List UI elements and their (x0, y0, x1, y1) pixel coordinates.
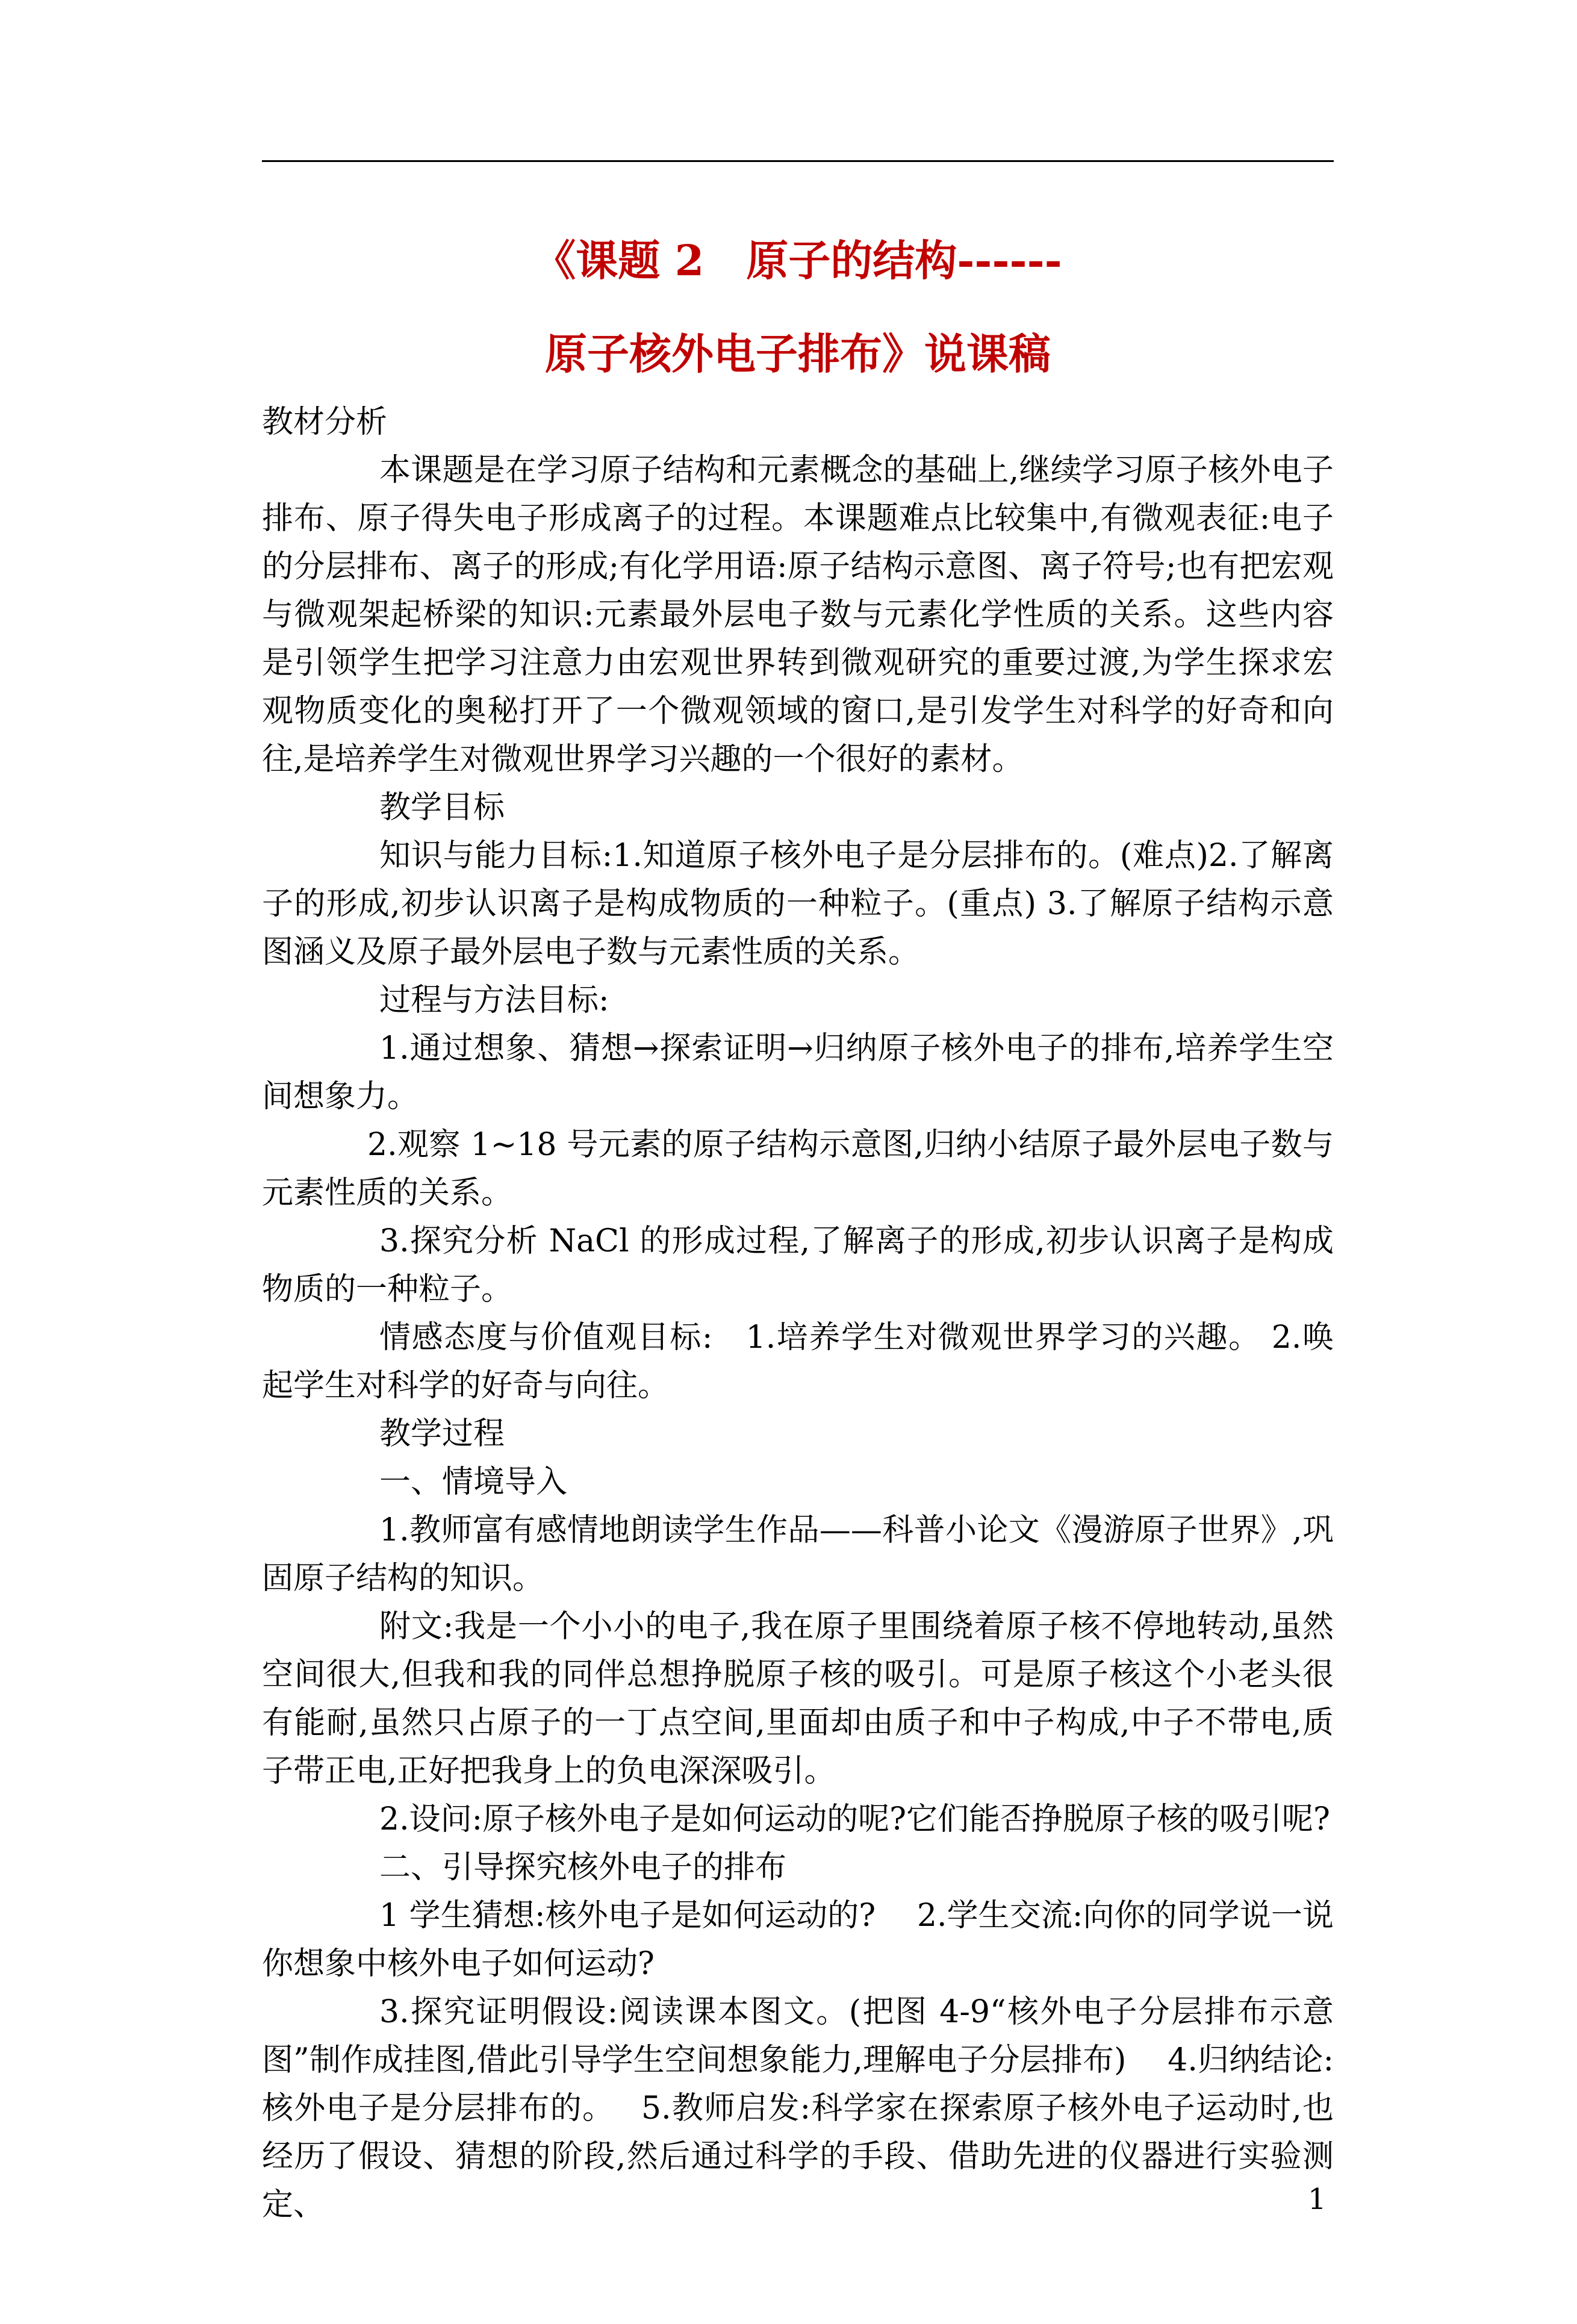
paragraph-knowledge-goals: 知识与能力目标:1.知道原子核外电子是分层排布的。(难点)2.了解离子的形成,初步认识离子是构成物质的一种粒子。(重点) 3.了解原子结构示意图涵义及原子最外层电子数与元素性质的关系。 (262, 838, 1334, 970)
document-title-line-1: 《课题 2 原子的结构------ (533, 235, 1062, 285)
section-heading-teaching-process: 教学过程 (379, 1416, 505, 1452)
subheading-scenario-intro: 一、情境导入 (379, 1464, 568, 1500)
paragraph-process-goal-1: 1.通过想象、猜想→探索证明→归纳原子核外电子的排布,培养学生空间想象力。 (262, 1030, 1334, 1115)
paragraph-process-goals-heading: 过程与方法目标: (379, 982, 609, 1018)
paragraph-intro-2: 2.设问:原子核外电子是如何运动的呢?它们能否挣脱原子核的吸引呢? (379, 1801, 1330, 1837)
document-body (262, 398, 1334, 2229)
paragraph-process-goal-2: 2.观察 1~18 号元素的原子结构示意图,归纳小结原子最外层电子数与元素性质的关系。 (262, 1127, 1334, 1211)
section-heading-textbook-analysis: 教材分析 (262, 404, 388, 440)
paragraph-appendix-text: 附文:我是一个小小的电子,我在原子里围绕着原子核不停地转动,虽然空间很大,但我和我的同伴总想挣脱原子核的吸引。可是原子核这个小老头很有能耐,虽然只占原子的一丁点空间,里面却由质子和中子构成,中子不带电,质子带正电,正好把我身上的负电深深吸引。 (262, 1609, 1334, 1789)
header-rule (262, 160, 1334, 162)
paragraph-textbook-analysis: 本课题是在学习原子结构和元素概念的基础上,继续学习原子核外电子排布、原子得失电子形成离子的过程。本课题难点比较集中,有微观表征:电子的分层排布、离子的形成;有化学用语:原子结构示意图、离子符号;也有把宏观与微观架起桥梁的知识:元素最外层电子数与元素化学性质的关系。这些内容是引领学生把学习注意力由宏观世界转到微观研究的重要过渡,为学生探求宏观物质变化的奥秘打开了一个微观领域的窗口,是引发学生对科学的好奇和向往,是培养学生对微观世界学习兴趣的一个很好的素材。 (262, 452, 1334, 777)
subheading-guided-inquiry: 二、引导探究核外电子的排布 (379, 1849, 787, 1886)
paragraph-process-goal-3: 3.探究分析 NaCl 的形成过程,了解离子的形成,初步认识离子是构成物质的一种粒子。 (262, 1223, 1334, 1307)
section-heading-teaching-goals: 教学目标 (379, 790, 505, 826)
paragraph-intro-1: 1.教师富有感情地朗读学生作品——科普小论文《漫游原子世界》,巩固原子结构的知识。 (262, 1512, 1334, 1597)
paragraph-emotion-goals: 情感态度与价值观目标: 1.培养学生对微观世界学习的兴趣。 2.唤起学生对科学的好奇与向往。 (262, 1319, 1334, 1404)
paragraph-inquiry-1: 1 学生猜想:核外电子是如何运动的? 2.学生交流:向你的同学说一说你想象中核外电子如何运动? (262, 1898, 1334, 1982)
document-title-line-2: 原子核外电子排布》说课稿 (545, 329, 1051, 379)
paragraph-inquiry-3: 3.探究证明假设:阅读课本图文。(把图 4-9“核外电子分层排布示意图”制作成挂图,借此引导学生空间想象能力,理解电子分层排布) 4.归纳结论:核外电子是分层排布的。 5.教师启发:科学家在探索原子核外电子运动时,也经历了假设、猜想的阶段,然后通过科学的手段、借助先进的仪器进行实验测定、 (262, 1994, 1334, 2223)
page-number: 1 (1308, 2182, 1327, 2216)
